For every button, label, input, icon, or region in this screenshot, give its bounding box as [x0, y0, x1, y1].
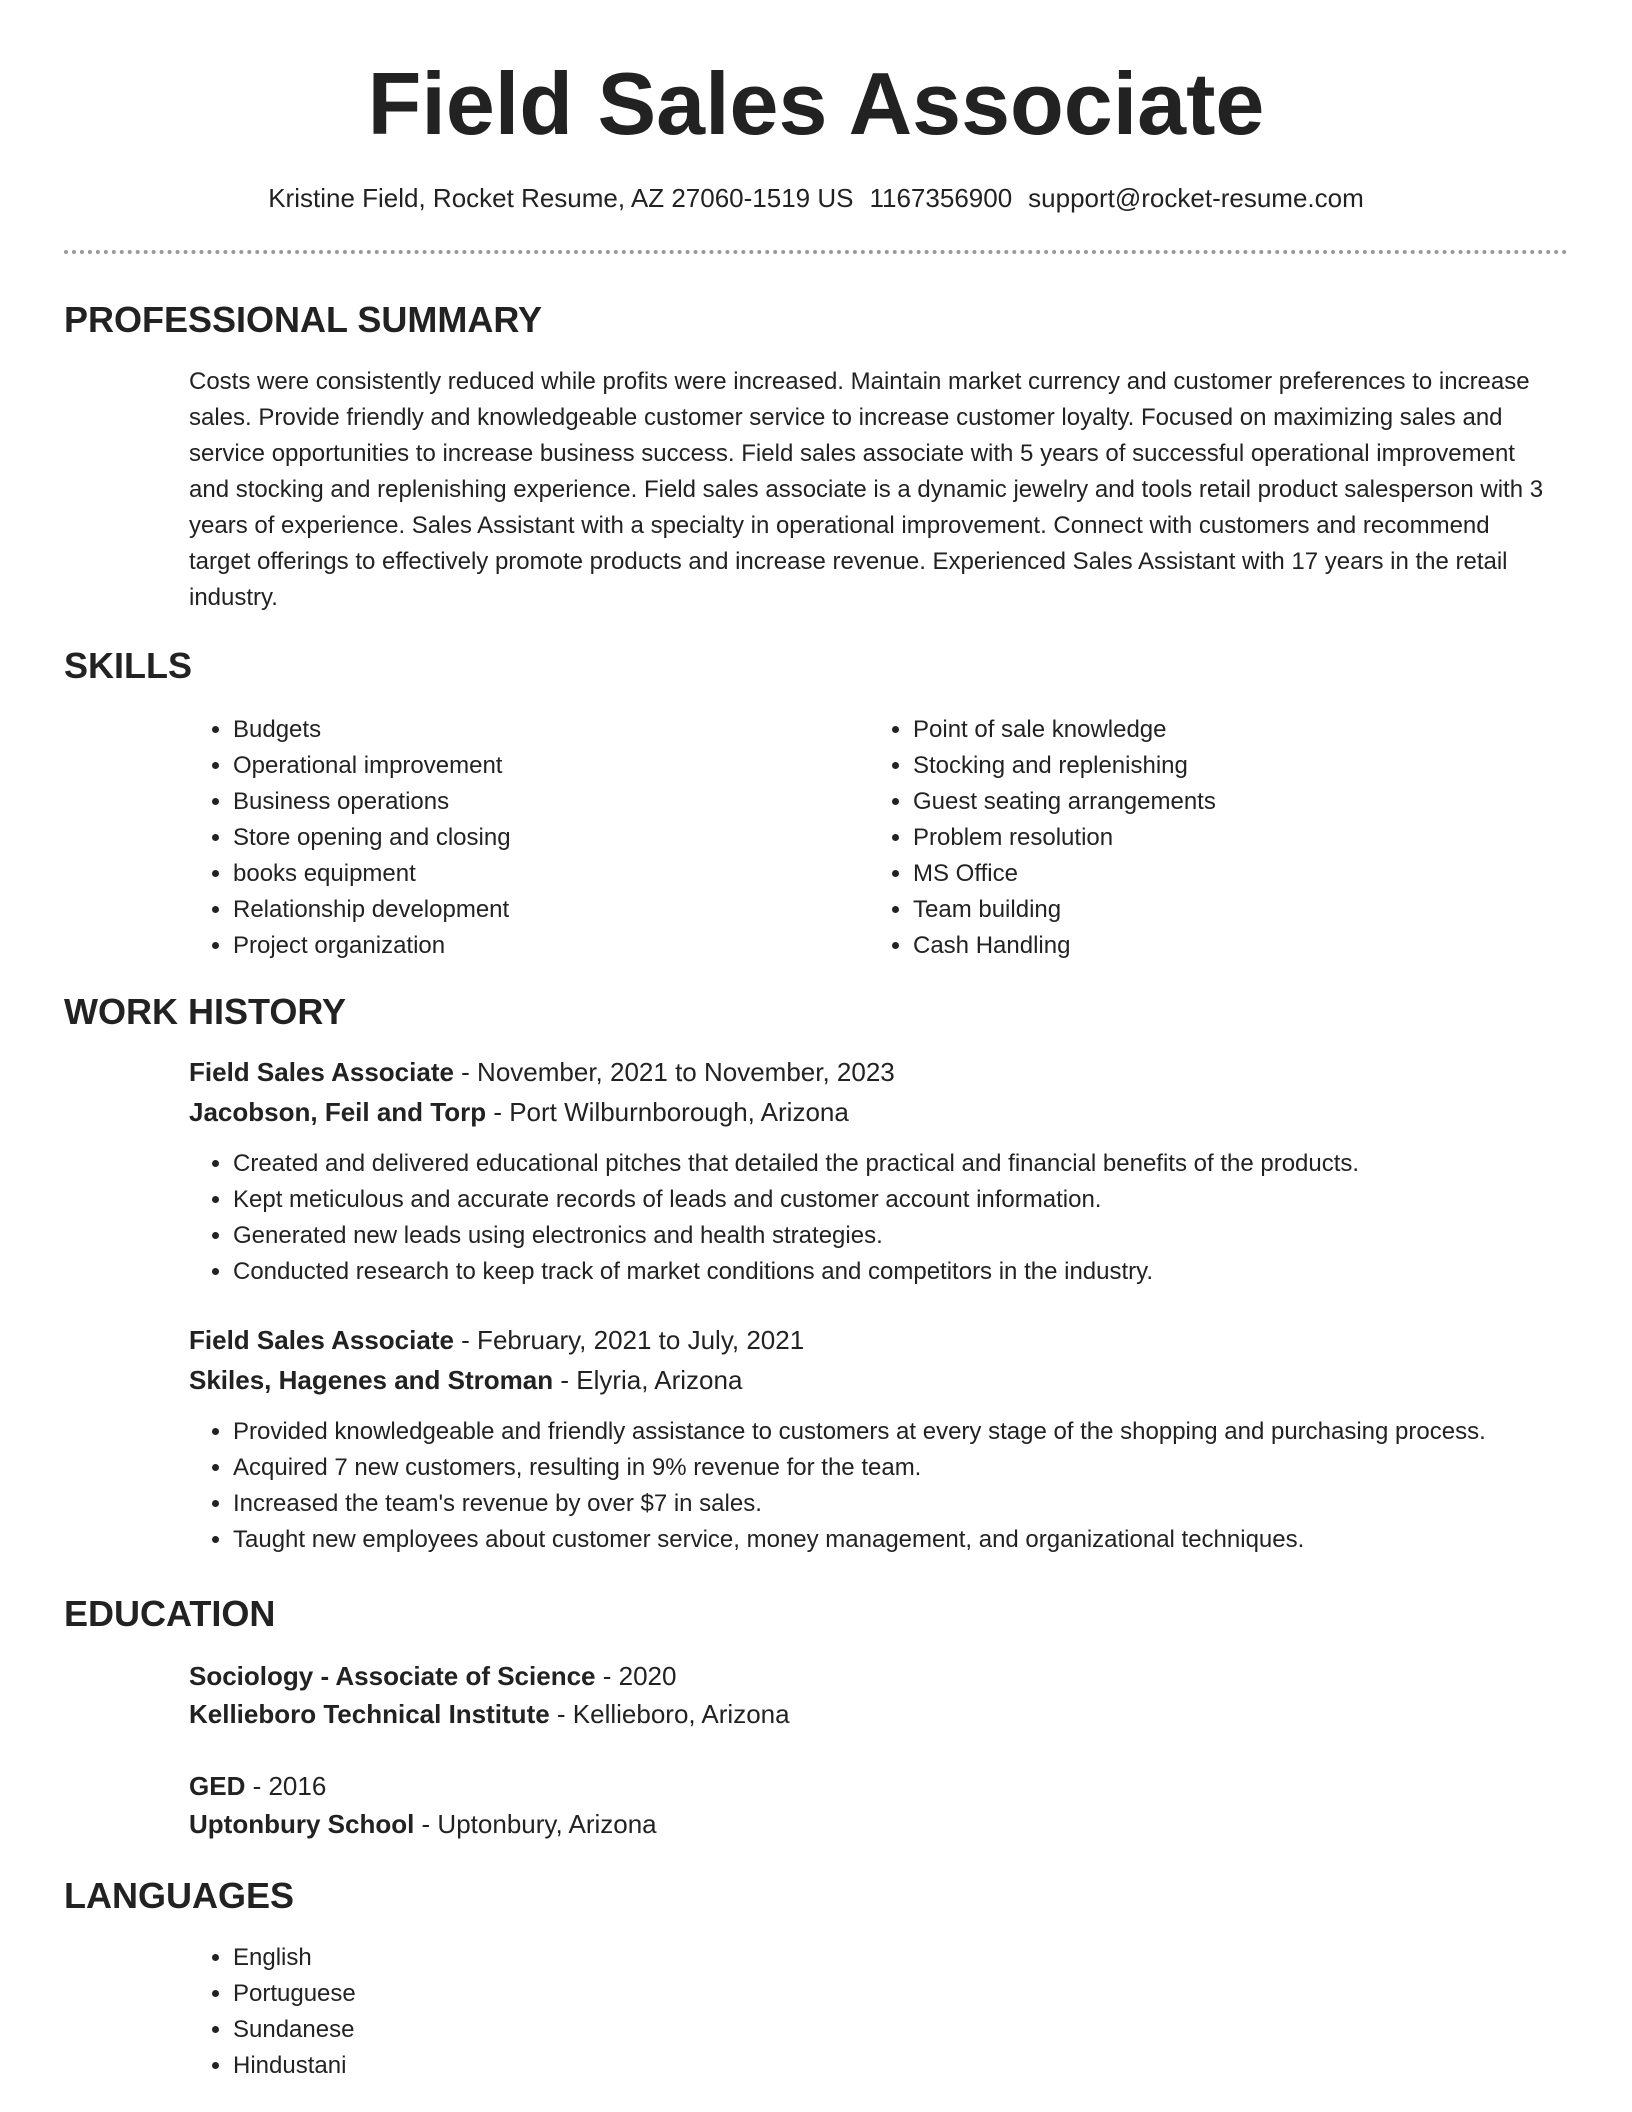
skill-item: • Guest seating arrangements: [913, 784, 1593, 820]
education-school: Kellieboro Technical Institute: [189, 1699, 550, 1729]
job-company: Jacobson, Feil and Torp: [189, 1097, 487, 1127]
job-role: Field Sales Associate: [189, 1325, 454, 1355]
education-year: - 2016: [245, 1771, 327, 1801]
skill-item: • Project organization: [233, 928, 833, 964]
job-bullet: • Created and delivered educational pitches that detailed the practical and financial benefits of the products.: [233, 1146, 1613, 1182]
education-location: - Uptonbury, Arizona: [414, 1809, 657, 1839]
skills-list-left: [189, 712, 833, 964]
summary-heading: PROFESSIONAL SUMMARY: [64, 299, 543, 340]
skill-item: • Budgets: [233, 712, 833, 748]
education-school-line: [189, 1696, 790, 1732]
job-location: - Elyria, Arizona: [553, 1365, 743, 1395]
job-company-line: [189, 1362, 742, 1398]
language-item: • English: [233, 1940, 833, 1976]
skill-item: • books equipment: [233, 856, 833, 892]
resume-name: Field Sales Associate: [367, 54, 1265, 153]
education-year: - 2020: [595, 1661, 677, 1691]
skills-list-right: [869, 712, 1593, 964]
work-heading: WORK HISTORY: [64, 991, 347, 1032]
education-degree: Sociology - Associate of Science: [189, 1661, 596, 1691]
education-school-line: [189, 1806, 657, 1842]
job-bullet: • Taught new employees about customer service, money management, and organizational techniques.: [233, 1522, 1632, 1558]
job-bullet: • Acquired 7 new customers, resulting in 9% revenue for the team.: [233, 1450, 1632, 1486]
summary-text: Costs were consistently reduced while profits were increased. Maintain market currency and customer preferences to increase sales. Provide friendly and knowledgeable customer service to increase customer loyalty. Focused on maximizing sales and service opportunities to increase business success. Field sales associate with 5 years of successful operational improvement and stocking and replenishing experience. Field sales associate is a dynamic jewelry and tools retail product salesperson with 3 years of experience. Sales Assistant with a specialty in operational improvement. Connect with customers and recommend target offerings to effectively promote products and increase revenue. Experienced Sales Assistant with 17 years in the retail industry.: [189, 368, 1544, 611]
job-bullet: • Generated new leads using electronics and health strategies.: [233, 1218, 1613, 1254]
job-bullet: • Increased the team's revenue by over $7 in sales.: [233, 1486, 1632, 1522]
languages-heading: LANGUAGES: [64, 1875, 295, 1916]
job-company: Skiles, Hagenes and Stroman: [189, 1365, 554, 1395]
header-divider: [64, 250, 1568, 254]
languages-list: [189, 1940, 833, 2084]
job-bullets: [189, 1146, 1613, 1290]
job-bullet: • Conducted research to keep track of market conditions and competitors in the industry.: [233, 1254, 1613, 1290]
job-dates: - February, 2021 to July, 2021: [453, 1325, 805, 1355]
skill-item: • Stocking and replenishing: [913, 748, 1593, 784]
skill-item: • Operational improvement: [233, 748, 833, 784]
language-item: • Hindustani: [233, 2048, 833, 2084]
job-title-line: [189, 1054, 895, 1090]
job-bullet: • Provided knowledgeable and friendly assistance to customers at every stage of the shopping and purchasing process.: [233, 1414, 1632, 1450]
skill-item: • Cash Handling: [913, 928, 1593, 964]
job-company-line: [189, 1094, 849, 1130]
job-location: - Port Wilburnborough, Arizona: [486, 1097, 849, 1127]
skill-item: • Business operations: [233, 784, 833, 820]
education-degree-line: [189, 1768, 326, 1804]
job-bullets: [189, 1414, 1632, 1558]
contact-phone: 1167356900: [869, 183, 1013, 213]
education-degree-line: [189, 1658, 676, 1694]
contact-address: Kristine Field, Rocket Resume, AZ 27060-1519 US: [268, 183, 854, 213]
skill-item: • Store opening and closing: [233, 820, 833, 856]
skill-item: • Problem resolution: [913, 820, 1593, 856]
skill-item: • Relationship development: [233, 892, 833, 928]
skills-heading: SKILLS: [64, 645, 193, 686]
skill-item: • Point of sale knowledge: [913, 712, 1593, 748]
job-bullet: • Kept meticulous and accurate records of leads and customer account information.: [233, 1182, 1613, 1218]
language-item: • Sundanese: [233, 2012, 833, 2048]
job-role: Field Sales Associate: [189, 1057, 454, 1087]
contact-email: support@rocket-resume.com: [1028, 183, 1364, 213]
education-school: Uptonbury School: [189, 1809, 415, 1839]
language-item: • Portuguese: [233, 1976, 833, 2012]
education-heading: EDUCATION: [64, 1593, 276, 1634]
education-location: - Kellieboro, Arizona: [549, 1699, 790, 1729]
skill-item: • Team building: [913, 892, 1593, 928]
job-dates: - November, 2021 to November, 2023: [453, 1057, 895, 1087]
education-degree: GED: [189, 1771, 246, 1801]
job-title-line: [189, 1322, 804, 1358]
contact-line: [0, 180, 1632, 216]
skill-item: • MS Office: [913, 856, 1593, 892]
